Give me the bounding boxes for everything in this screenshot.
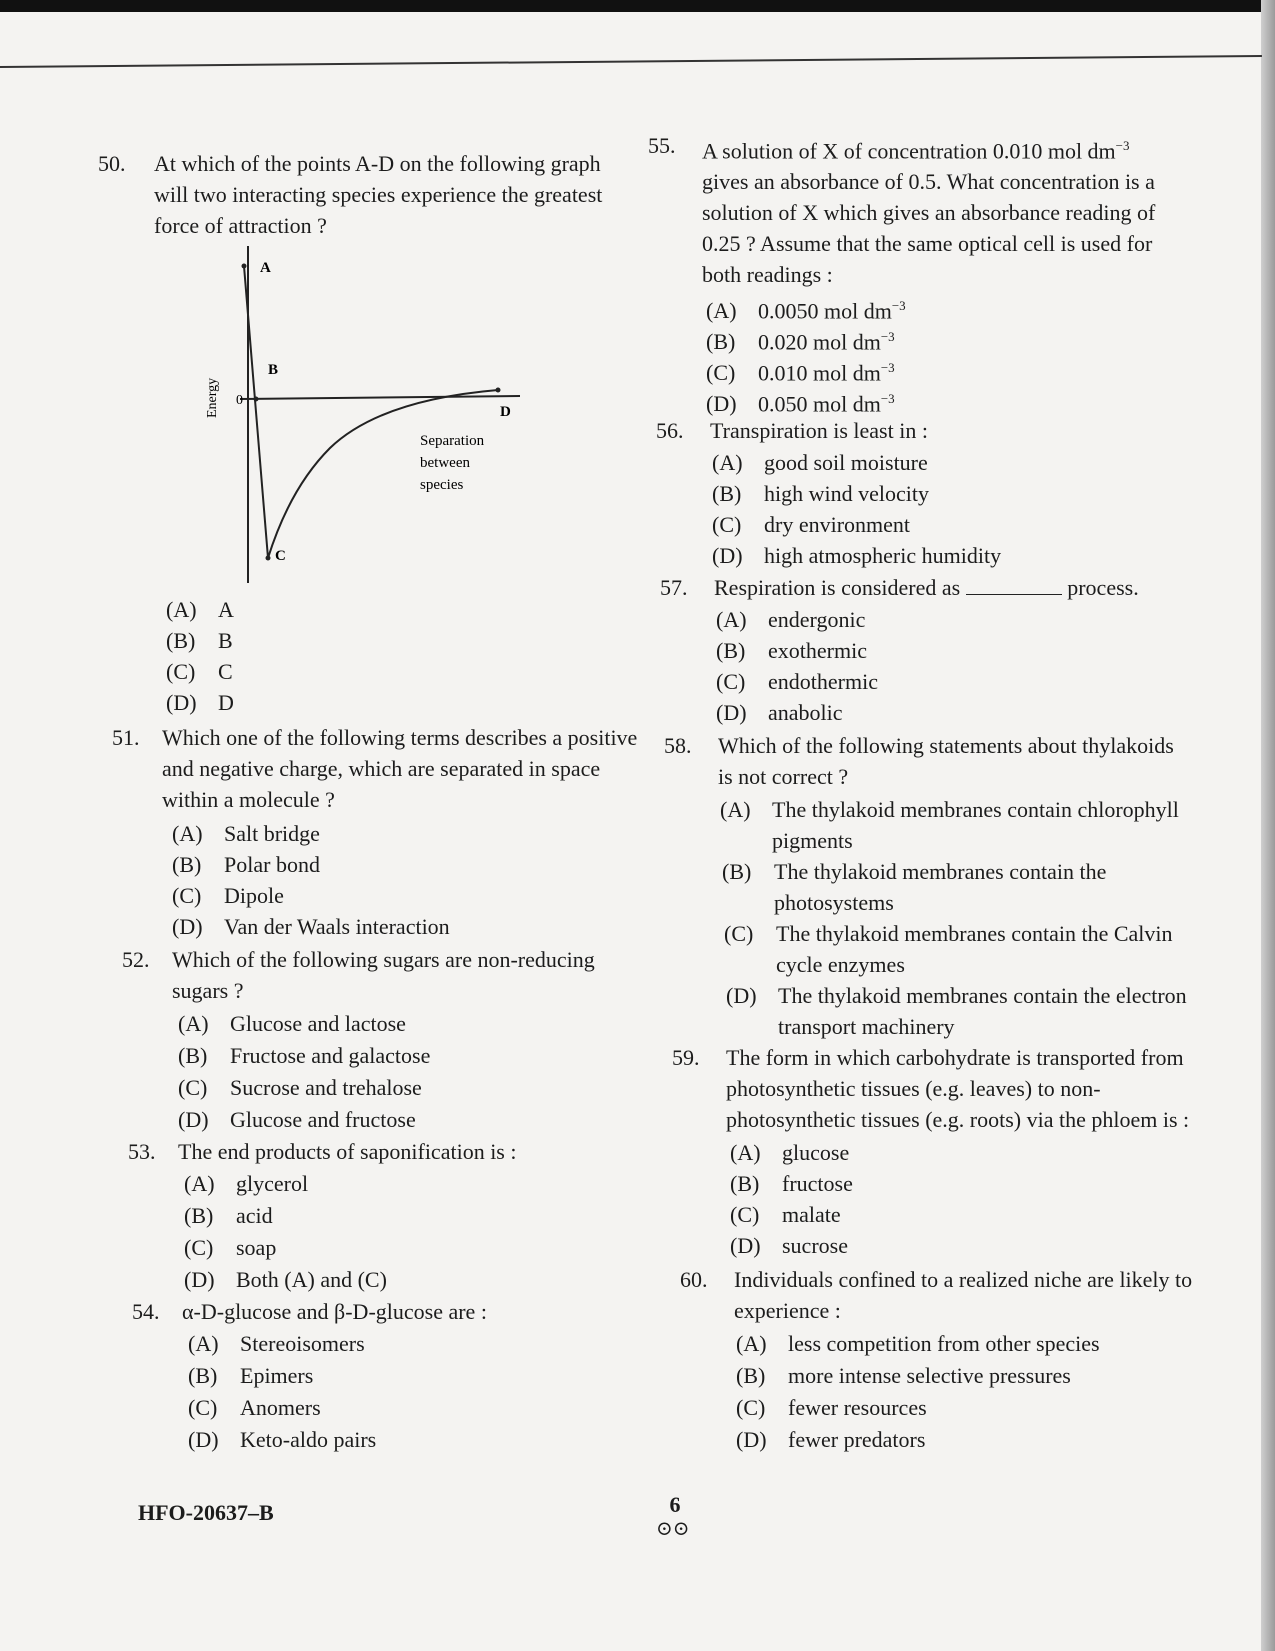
option: (D) Both (A) and (C) [184, 1267, 387, 1292]
point-b-marker [254, 397, 259, 402]
option: (B) Polar bond [172, 852, 320, 877]
point-a-marker [242, 264, 247, 269]
option: (D) Glucose and fructose [178, 1107, 416, 1132]
option: (B) Fructose and galactose [178, 1043, 431, 1068]
question-number: 51. [112, 725, 140, 750]
energy-separation-graph [200, 238, 540, 598]
question-number: 59. [672, 1045, 700, 1070]
point-label-d: D [500, 404, 511, 420]
question-text: Which of the following sugars are non-reducing sugars ? [172, 947, 595, 1003]
question-text: A solution of X of concentration 0.010 mol $dm^{-3}$ gives an absorbance of 0.5. What concentration is a solution of X which gives an absorbance reading of 0.25 ? Assume that the same optical cell is used for both readings : [702, 138, 1156, 288]
option: (C) malate [730, 1202, 841, 1227]
option: (C) The thylakoid membranes contain the Calvin cycle enzymes [724, 921, 1173, 977]
point-c-marker [266, 556, 271, 561]
question-number: 54. [132, 1299, 160, 1324]
option: (A) glycerol [184, 1171, 309, 1196]
option: (D) sucrose [730, 1233, 848, 1258]
option: (B) B [166, 628, 233, 653]
option: (D) Keto-aldo pairs [188, 1427, 377, 1452]
scan-right-edge [1261, 0, 1275, 1651]
page-number: 6 [669, 1492, 681, 1517]
point-d-marker [496, 388, 501, 393]
option: (D) D [166, 690, 234, 715]
option: (B) more intense selective pressures [736, 1363, 1071, 1388]
question-text: Respiration is considered as process. [714, 575, 1139, 600]
option: (A) Stereoisomers [188, 1331, 365, 1356]
option: (A) Salt bridge [172, 821, 320, 846]
option: (A) Glucose and lactose [178, 1011, 406, 1036]
question-text: Transpiration is least in : [710, 418, 928, 443]
question-number: 60. [680, 1267, 708, 1292]
option: (B) acid [184, 1203, 273, 1228]
option: (D) fewer predators [736, 1427, 926, 1452]
option: (C) fewer resources [736, 1395, 927, 1420]
point-label-c: C [275, 548, 286, 564]
option: (B) high wind velocity [712, 481, 929, 506]
y-axis-label: Energy [205, 377, 220, 418]
question-number: 58. [664, 733, 692, 758]
question-text: Individuals confined to a realized niche are likely to experience : [734, 1267, 1193, 1323]
header-rule [0, 55, 1262, 68]
question-text: The form in which carbohydrate is transported from photosynthetic tissues (e.g. leaves) to non- photosynthetic tissues (e.g. roots) via the phloem is : [726, 1045, 1190, 1132]
zero-label: 0 [236, 393, 243, 408]
graph-zero-line [240, 396, 520, 399]
option: (C) Sucrose and trehalose [178, 1075, 422, 1100]
option: (C) dry environment [712, 512, 911, 537]
question-text: α-D-glucose and β-D-glucose are : [182, 1299, 487, 1324]
option: (B) fructose [730, 1171, 853, 1196]
question-text: The end products of saponification is : [178, 1139, 517, 1164]
paper-code: HFO-20637–B [138, 1500, 274, 1525]
option: (B) The thylakoid membranes contain the photosystems [722, 859, 1107, 915]
option: (A) less competition from other species [736, 1331, 1100, 1356]
point-label-a: A [260, 260, 271, 276]
question-number: 55. [648, 133, 676, 158]
option: (C) endothermic [716, 669, 878, 694]
question-number: 52. [122, 947, 150, 972]
x-caption-line-3: species [420, 477, 464, 493]
option: (B) exothermic [716, 638, 867, 663]
option: (A) A [166, 597, 234, 622]
option: (D) Van der Waals interaction [172, 914, 450, 939]
question-number: 57. [660, 575, 688, 600]
question-number: 53. [128, 1139, 156, 1164]
energy-curve [244, 266, 498, 558]
option: (D) high atmospheric humidity [712, 543, 1002, 568]
option: (C) C [166, 659, 233, 684]
option: (A) 0.0050 mol $dm^{-3}$ [706, 298, 906, 324]
question-number: 56. [656, 418, 684, 443]
question-text: Which of the following statements about thylakoids is not correct ? [718, 733, 1174, 789]
scan-top-edge [0, 0, 1275, 12]
question-text: Which one of the following terms describes a positive and negative charge, which are separated in space within a molecule ? [162, 725, 638, 812]
option: (C) soap [184, 1235, 277, 1260]
option: (A) The thylakoid membranes contain chlorophyll pigments [720, 797, 1179, 853]
option: (A) glucose [730, 1140, 850, 1165]
option: (C) Dipole [172, 883, 284, 908]
option: (C) Anomers [188, 1395, 321, 1420]
x-caption-line-2: between [420, 455, 470, 471]
option: (B) 0.020 mol $dm^{-3}$ [706, 329, 895, 355]
fill-in-blank [966, 574, 1062, 595]
option: (D) The thylakoid membranes contain the electron transport machinery [726, 983, 1187, 1039]
footer-mark-icon: ⊙⊙ [656, 1518, 690, 1540]
option: (A) endergonic [716, 607, 866, 632]
option: (A) good soil moisture [712, 450, 928, 475]
x-caption-line-1: Separation [420, 433, 485, 449]
question-number: 50. [98, 151, 126, 176]
question-text: At which of the points A-D on the following graph will two interacting species experience the greatest force of attraction ? [154, 151, 603, 238]
option: (D) anabolic [716, 700, 843, 725]
option: (C) 0.010 mol $dm^{-3}$ [706, 360, 895, 386]
option: (B) Epimers [188, 1363, 314, 1388]
point-label-b: B [268, 362, 279, 378]
option: (D) 0.050 mol $dm^{-3}$ [706, 391, 895, 417]
